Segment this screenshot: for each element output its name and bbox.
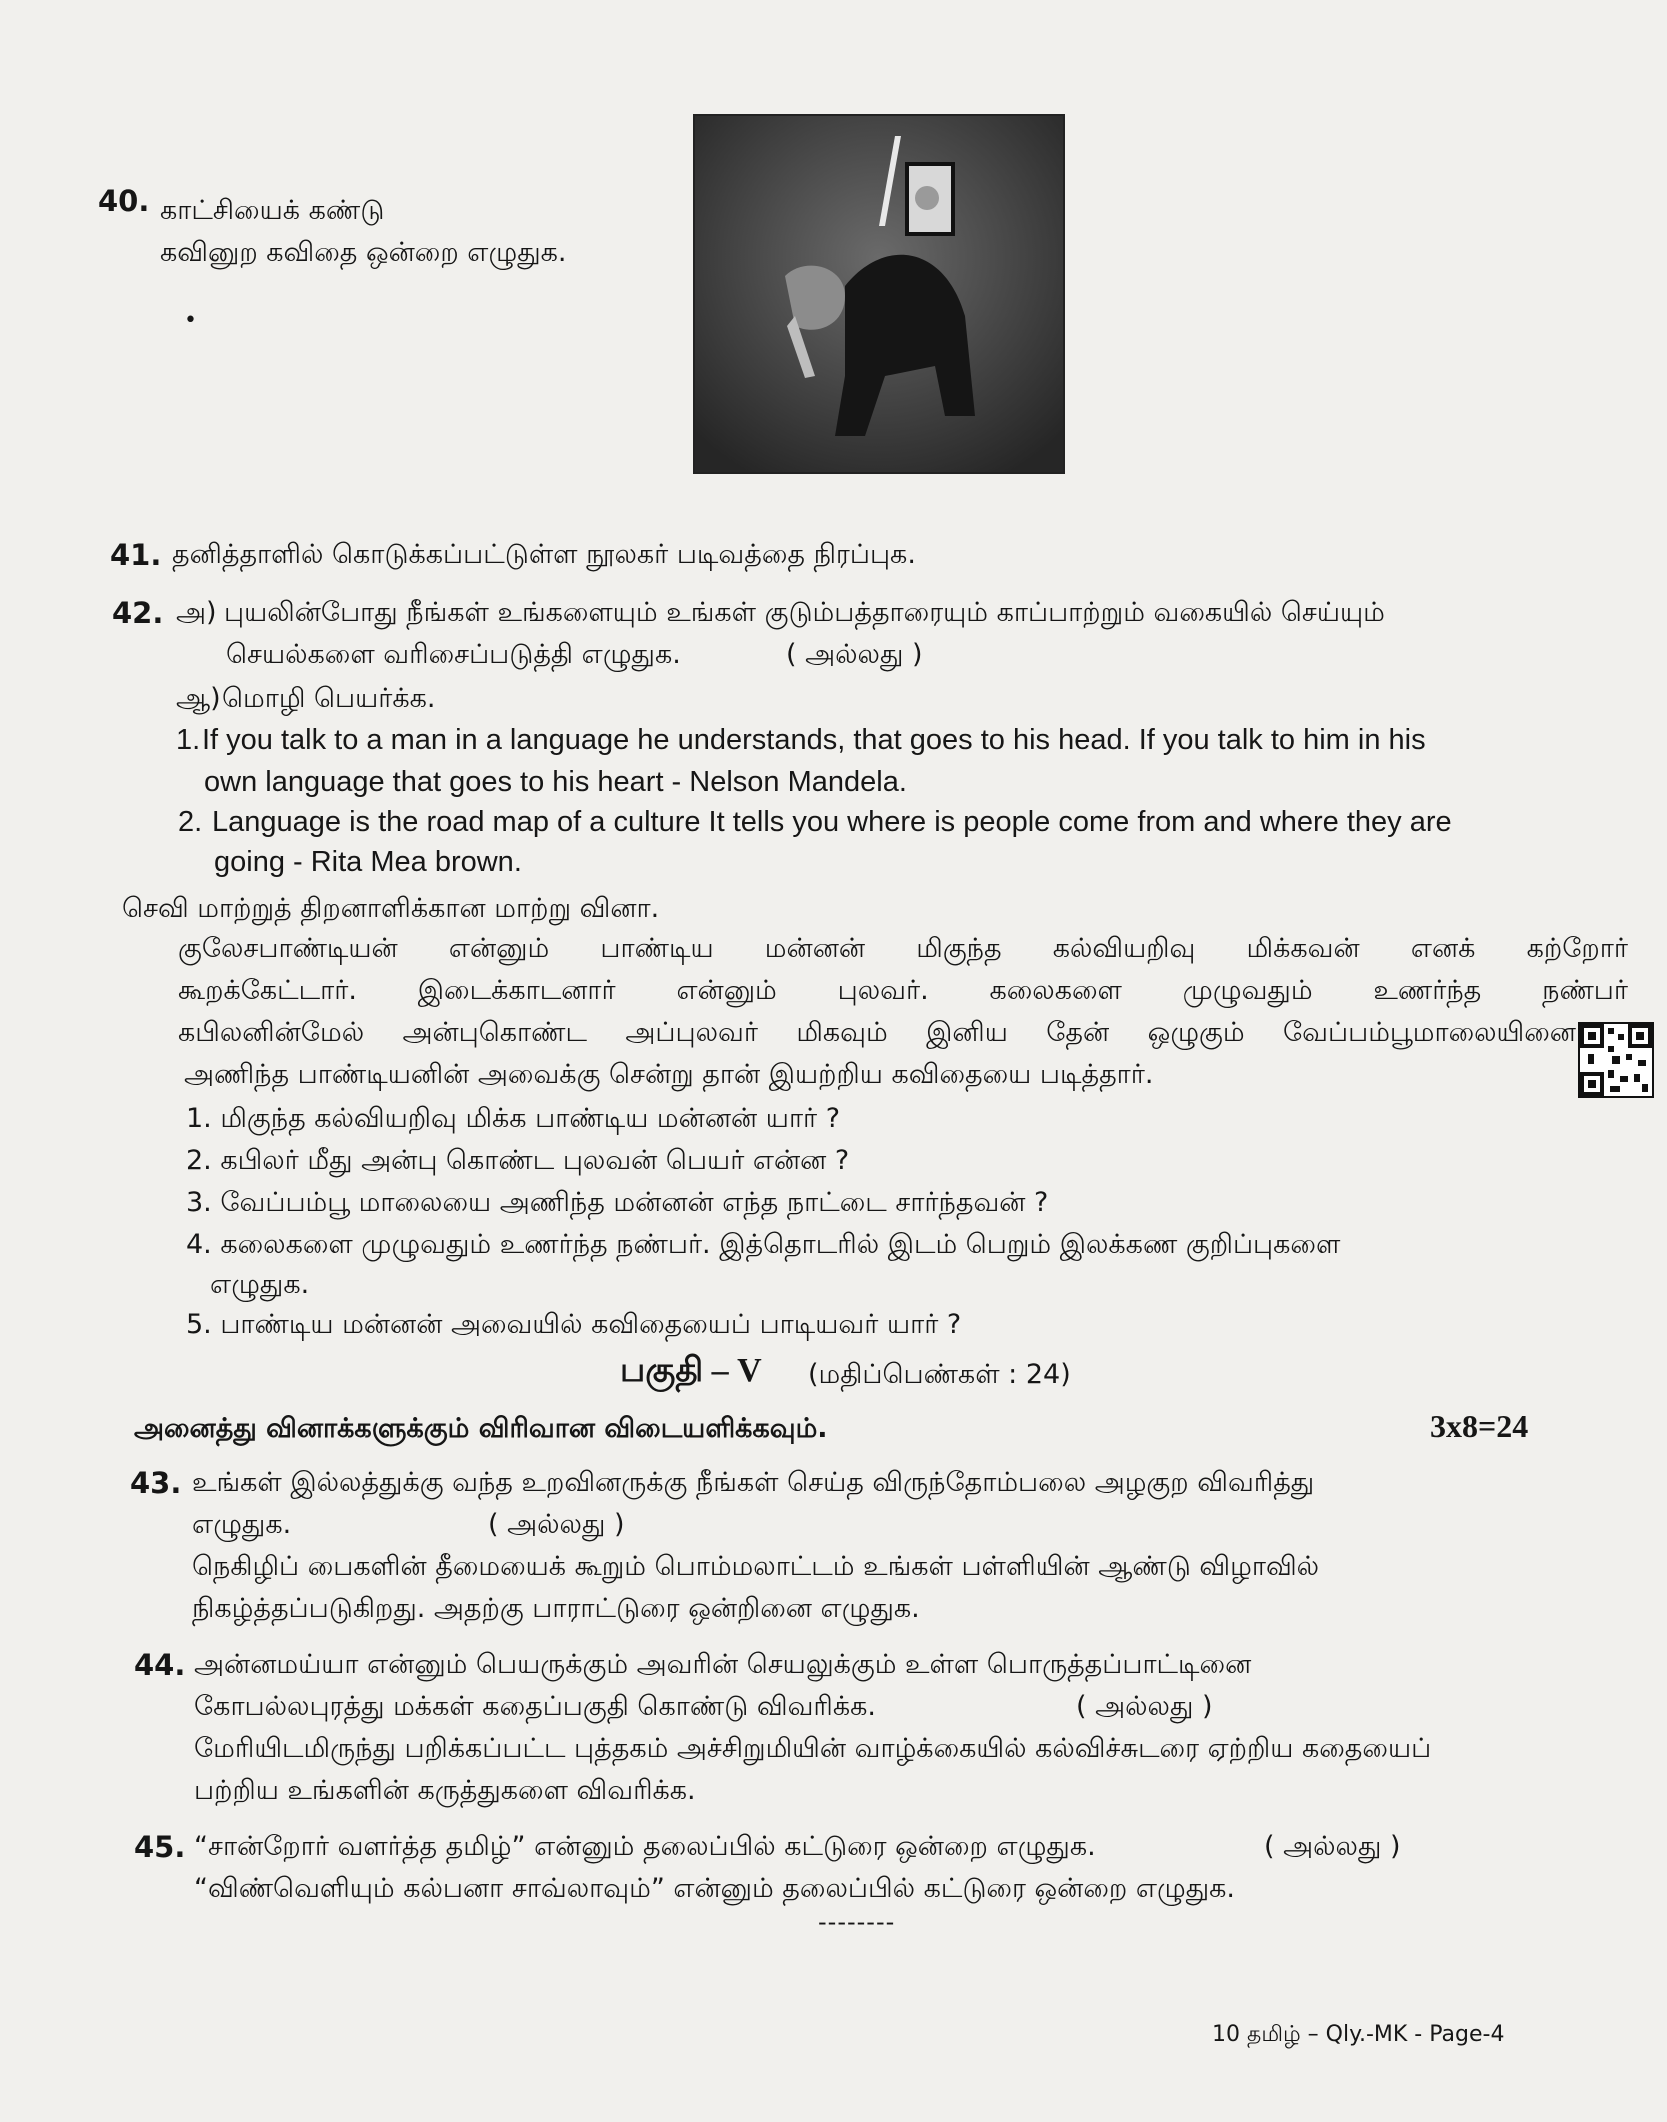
sub-question: 4. கலைகளை முழுவதும் உணர்ந்த நண்பர். இத்தொடரில் இடம் பெறும் இலக்கண குறிப்புகளை bbox=[186, 1229, 1341, 1260]
sub-question: 5. பாண்டிய மன்னன் அவையில் கவிதையைப் பாடியவர் யார் ? bbox=[186, 1309, 962, 1340]
english-passage: going - Rita Mea brown. bbox=[214, 846, 522, 878]
marks-scheme: 3x8=24 bbox=[1430, 1408, 1529, 1444]
option-label: அ) bbox=[176, 597, 217, 628]
question-text: அன்னமய்யா என்னும் பெயருக்கும் அவரின் செயலுக்கும் உள்ள பொருத்தப்பாட்டினை bbox=[194, 1649, 1252, 1680]
question-text: எழுதுக. bbox=[192, 1509, 292, 1540]
question-text: நிகழ்த்தப்படுகிறது. அதற்கு பாராட்டுரை ஒன்றினை எழுதுக. bbox=[192, 1593, 920, 1624]
question-number: 42. bbox=[112, 596, 164, 630]
page-footer: 10 தமிழ் – Qly.-MK - Page-4 bbox=[1212, 2022, 1505, 2047]
question-number: 43. bbox=[130, 1466, 182, 1500]
scene-illustration bbox=[695, 116, 1063, 472]
question-number: 45. bbox=[134, 1830, 186, 1864]
or-label: ( அல்லது ) bbox=[786, 639, 923, 670]
end-mark: -------- bbox=[818, 1908, 896, 1936]
question-text: “விண்வெளியும் கல்பனா சாவ்லாவும்” என்னும் தலைப்பில் கட்டுரை ஒன்றை எழுதுக. bbox=[194, 1873, 1236, 1904]
question-text: புயலின்போது நீங்கள் உங்களையும் உங்கள் குடும்பத்தாரையும் காப்பாற்றும் வகையில் செய்யும் bbox=[224, 597, 1385, 628]
question-number: 41. bbox=[110, 538, 162, 572]
or-label: ( அல்லது ) bbox=[1264, 1831, 1401, 1862]
question-number: 44. bbox=[134, 1648, 186, 1682]
question-text: கவினுற கவிதை ஒன்றை எழுதுக. bbox=[160, 237, 567, 268]
sub-question: 3. வேப்பம்பூ மாலையை அணிந்த மன்னன் எந்த நாட்டை சார்ந்தவன் ? bbox=[186, 1187, 1049, 1218]
scene-photo bbox=[693, 114, 1065, 474]
item-number: 2. bbox=[178, 806, 203, 838]
english-passage: own language that goes to his heart - Nelson Mandela. bbox=[204, 766, 907, 798]
instruction: அனைத்து வினாக்களுக்கும் விரிவான விடையளிக்கவும். bbox=[134, 1413, 828, 1444]
english-passage: If you talk to a man in a language he understands, that goes to his head. If you talk to him in his bbox=[202, 724, 1426, 756]
question-text: பற்றிய உங்களின் கருத்துகளை விவரிக்க. bbox=[194, 1775, 696, 1806]
question-text: செயல்களை வரிசைப்படுத்தி எழுதுக. bbox=[226, 639, 681, 670]
passage-line: கபிலனின்மேல் அன்புகொண்ட அப்புலவர் மிகவும் இனிய தேன் ஒழுகும் வேப்பம்பூமாலையினை bbox=[178, 1017, 1576, 1048]
sub-question: எழுதுக. bbox=[210, 1269, 310, 1300]
qr-code bbox=[1578, 1022, 1654, 1098]
section-title: பகுதி – V bbox=[620, 1352, 762, 1389]
question-number: 40. bbox=[98, 184, 150, 218]
item-number: 1. bbox=[176, 724, 201, 756]
question-text: கோபல்லபுரத்து மக்கள் கதைப்பகுதி கொண்டு விவரிக்க. bbox=[194, 1691, 876, 1722]
section-heading: செவி மாற்றுத் திறனாளிக்கான மாற்று வினா. bbox=[122, 893, 660, 924]
english-passage: Language is the road map of a culture It tells you where is people come from and where they are bbox=[212, 806, 1452, 838]
question-text: மேரியிடமிருந்து பறிக்கப்பட்ட புத்தகம் அச்சிறுமியின் வாழ்க்கையில் கல்விச்சுடரை ஏற்றிய கதையைப் bbox=[194, 1733, 1432, 1764]
qr-pattern bbox=[1580, 1024, 1652, 1096]
sub-question: 1. மிகுந்த கல்வியறிவு மிக்க பாண்டிய மன்னன் யார் ? bbox=[186, 1103, 841, 1134]
passage-line: கூறக்கேட்டார். இடைக்காடனார் என்னும் புலவர். கலைகளை முழுவதும் உணர்ந்த நண்பர் bbox=[178, 975, 1628, 1006]
question-text: “சான்றோர் வளர்த்த தமிழ்” என்னும் தலைப்பில் கட்டுரை ஒன்றை எழுதுக. bbox=[194, 1831, 1096, 1862]
question-text: தனித்தாளில் கொடுக்கப்பட்டுள்ள நூலகர் படிவத்தை நிரப்புக. bbox=[172, 539, 916, 570]
or-label: ( அல்லது ) bbox=[1076, 1691, 1213, 1722]
passage-line: குலேசபாண்டியன் என்னும் பாண்டிய மன்னன் மிகுந்த கல்வியறிவு மிக்கவன் எனக் கற்றோர் bbox=[178, 933, 1628, 964]
passage-line: அணிந்த பாண்டியனின் அவைக்கு சென்று தான் இயற்றிய கவிதையை படித்தார். bbox=[184, 1059, 1154, 1090]
question-text: காட்சியைக் கண்டு bbox=[160, 195, 385, 226]
option-label: ஆ) bbox=[176, 683, 221, 714]
question-text: மொழி பெயர்க்க. bbox=[222, 683, 436, 714]
bullet: • bbox=[184, 308, 197, 333]
or-label: ( அல்லது ) bbox=[488, 1509, 625, 1540]
section-marks: (மதிப்பெண்கள் : 24) bbox=[808, 1359, 1071, 1390]
question-text: உங்கள் இல்லத்துக்கு வந்த உறவினருக்கு நீங்கள் செய்த விருந்தோம்பலை அழகுற விவரித்து bbox=[192, 1467, 1315, 1498]
question-text: நெகிழிப் பைகளின் தீமையைக் கூறும் பொம்மலாட்டம் உங்கள் பள்ளியின் ஆண்டு விழாவில் bbox=[192, 1551, 1320, 1582]
sub-question: 2. கபிலர் மீது அன்பு கொண்ட புலவன் பெயர் என்ன ? bbox=[186, 1145, 850, 1176]
